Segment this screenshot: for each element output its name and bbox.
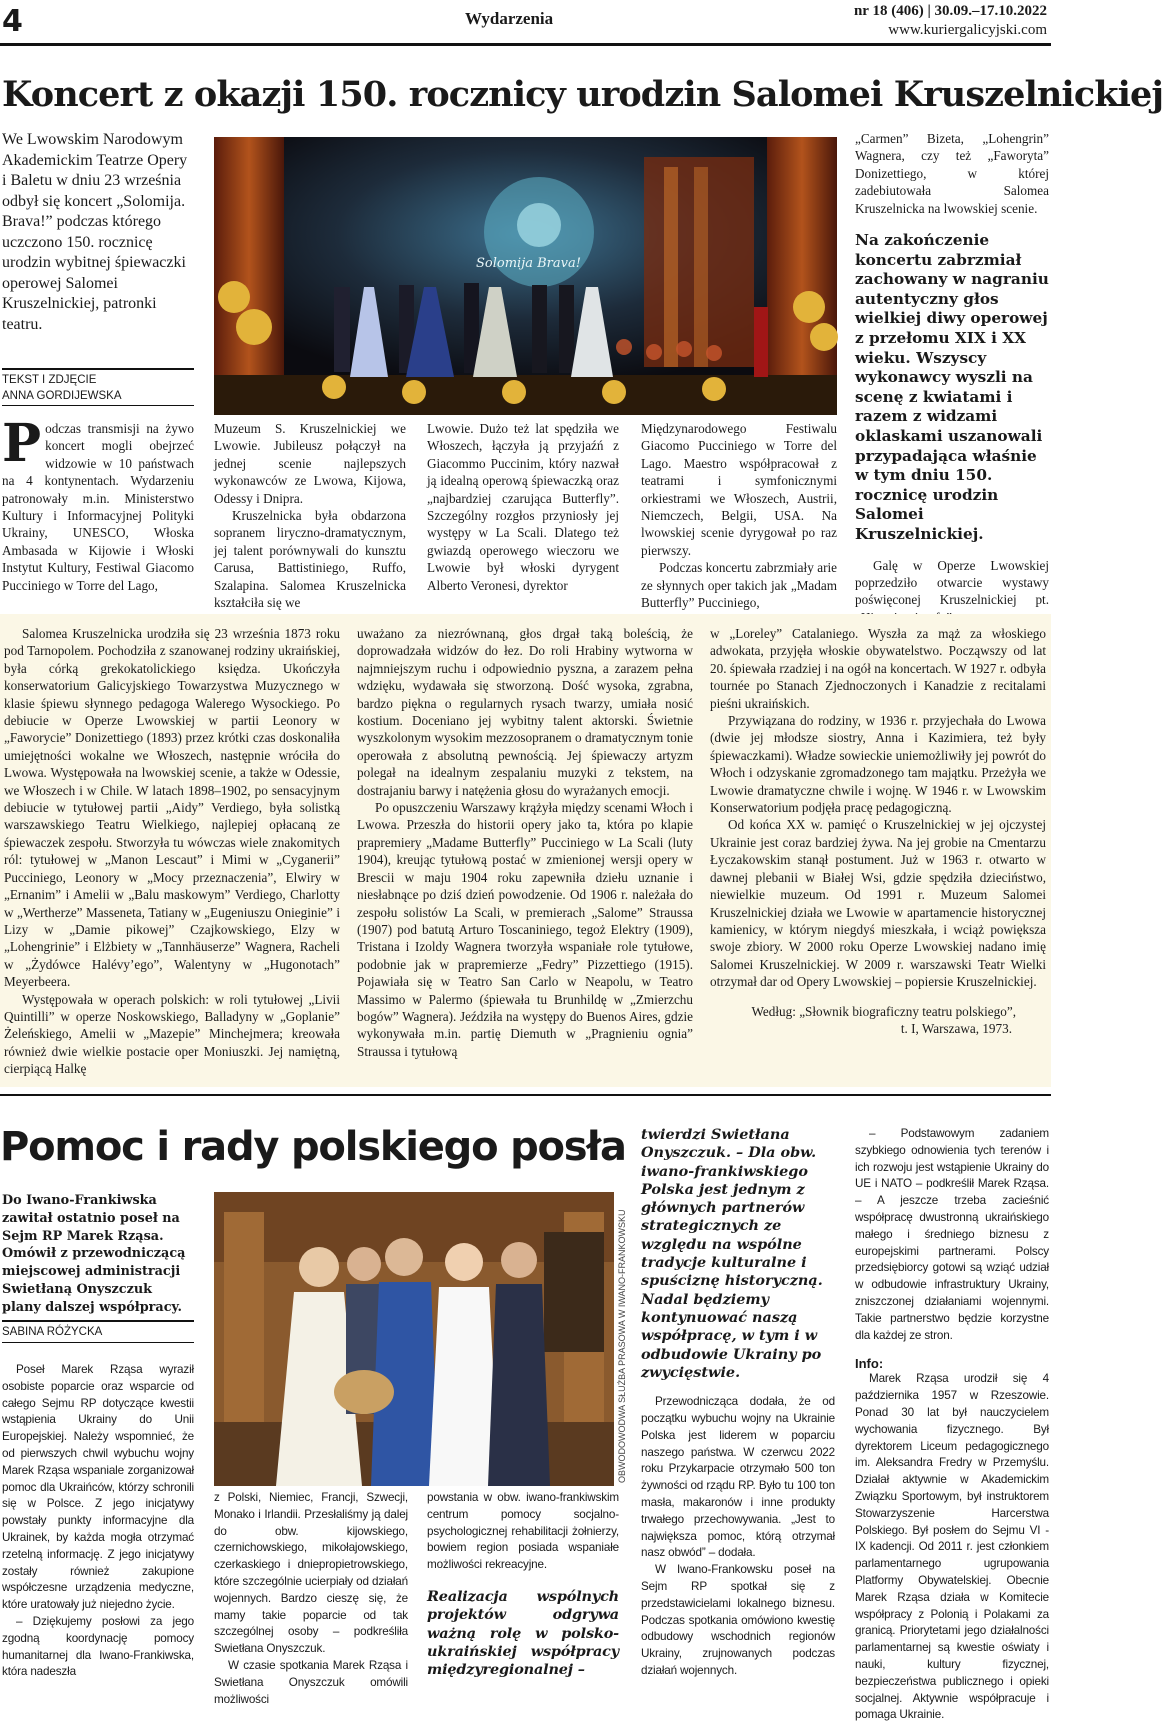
issue-info	[854, 2, 1047, 40]
photo-credit: OBWODOWODWA SŁUŻBA PRASOWA W IWANO-FRANKOWSKU	[617, 1209, 627, 1483]
bio-col3-p2: Przywiązana do rodziny, w 1936 r. przyjechała do Lwowa (dwie jej młodsze siostry, Anna i Kazimiera, też były śpiewaczkami). Władze sowieckie uniemożliwiły jej powrót do Włoch i odzyskanie zgromadzonego tam majątku. Przeżyła we Lwowie dramatyczne chwile i wojnę. W 1946 r. w Lwowskim Konserwatorium podjęła pracę pedagogiczną.	[710, 713, 1046, 816]
article1-col4	[641, 420, 837, 611]
info-label: Info:	[855, 1356, 884, 1372]
author-name: ANNA GORDIJEWSKA	[2, 389, 122, 402]
bio-col1-p2: Występowała w operach polskich: w roli tytułowej „Livii Quintilli” w operze Noskowskiego, Balladyny w „Goplanie” Żeleńskiego, Amelii w „Mazepie” Minchejmera; kreowała również dwie wielkie postacie oper Moniuszki. Jej namiętną, cierpiącą Halkę	[4, 991, 340, 1077]
bio-col2-p2: Po opuszczeniu Warszawy krążyła między scenami Włoch i Lwowa. Przeszła do historii opery jako ta, która po klapie prapremiery „Madame Butterfly” Pucciniego w La Scali (luty 1904), kreując tytułową postać w zmienionej wersji opery w Brescii w maju 1904 roku zapewniła dziełu uznanie i niesłabnące po dziś dzień powodzenie. Od 1906 r. należała do zespołu solistów La Scali, w premierach „Salome” Straussa (1907) pod batutą Arturo Toscaniniego, tegoż Elektry (1909), Tristana i Izoldy Wagnera tworzyła wspaniałe role tytułowe, podobnie jak w prapremierze „Fedry” Pizzettiego (1915). Pojawiała się w Teatro San Carlo w Neapolu, w Teatro Massimo w Palermo (śpiewała tu Brunhildę w „Zmierzchu bogów” Wagnera). Jeździła na występy do Buenos Aires, gdzie wykonywała m.in. partię Diemuth w „Pragnieniu ognia” Straussa i tytułową	[357, 800, 693, 1059]
article1-lead: We Lwowskim Narodowym Akademickim Teatrze Opery i Baletu w dniu 23 września odbył się koncert „Solomija. Brava!” podczas którego uczczono 150. rocznicę urodzin wybitnej śpiewaczki operowej Salomei Kruszelnickiej, patronki teatru.	[2, 131, 188, 333]
concert-photo	[214, 137, 837, 415]
article1-right-column	[855, 130, 1049, 626]
article1-col3-p1: Lwowie. Dużo też lat spędziła we Włoszech, łączyła ją przyjaźń z Giacommo Puccinim, który nazwał ją idealną operową śpiewaczką oraz „najbardziej czarująca Butterfly”. Szczególny rozgłos przyniosły jej występy w La Scali. Dlatego też gwiazdą operowego wieczoru we Lwowie był włoski dyrygent Alberto Veronesi, dyrektor	[427, 421, 619, 593]
article1-headline: Koncert z okazji 150. rocznicy urodzin Salomei Kruszelnickiej	[2, 74, 1163, 115]
article2-col2-p2: W czasie spotkania Marek Rząsa i Swietłana Onyszczuk omówili możliwości	[214, 1658, 408, 1706]
article2-col5-info	[855, 1371, 1049, 1724]
article2-col3-p1: powstania w obw. iwano-frankiwskim centrum pomocy socjalno-psychologicznej rehabilitacji żołnierzy, bowiem region posiada wspaniałe możliwości rekreacyjne.	[427, 1491, 619, 1572]
article2-col5-p1: – Podstawowym zadaniem szybkiego odnowienia tych terenów i ich rozwoju jest wstąpienie Ukrainy do UE i NATO – podkreślił Marek Rząsa. – A jeszcze trzeba zacieśnić współpracę dwustronną ukraińskiego małego i średniego biznesu z europejskimi partnerami. Polscy przedsiębiorcy gotowi są wziąć udział w odbudowie infrastruktury Ukrainy, zniszczonej działaniami wojennymi. Takie partnerstwo będzie korzystne dla każdej ze stron.	[855, 1127, 1049, 1342]
article2-col1-p2: – Dziękujemy posłowi za jego zgodną koordynację pomocy humanitarnej dla Iwano-Frankiwska, która nadeszła	[2, 1614, 194, 1679]
article1-col4-p2: Podczas koncertu zabrzmiały arie ze słynnych oper takich jak „Madam Butterfly” Pucciniego,	[641, 560, 837, 611]
article1-pull-quote: Na zakończenie koncertu zabrzmiał zachowany w nagraniu autentyczny głos wielkiej diwy operowej z przełomu XIX i XX wieku. Wszyscy wykonawcy wyszli na scenę z kwiatami i razem z widzami oklaskami uszanowali przypadająca właśnie w tym dniu 150. rocznicę urodzin Salomei Kruszelnickiej.	[855, 231, 1049, 543]
bio-source-line1: Według: „Słownik biograficzny teatru polskiego”,	[751, 1003, 1016, 1019]
article2-col5-text	[855, 1126, 1049, 1344]
issue-number: nr 18 (406) | 30.09.–17.10.2022	[853, 3, 1047, 19]
bio-col1-p1: Salomea Kruszelnicka urodziła się 23 września 1873 roku pod Tarnopolem. Pochodziła z szanowanej rodziny ukraińskiej, była córką grekokatolickiego księdza. Ukończyła konserwatorium Galicyjskiego Towarzystwa Muzycznego w klasie śpiewu słynnego pedagoga Walerego Wysockiego. Po debiucie w Operze Lwowskiej w partii Leonory w „Faworycie” Donizettiego (1893) przez krótki czas doskonaliła umiejętności wokalne we Włoszech, następnie wróciła do Lwowa. Występowała na lwowskiej scenie, a także w Odessie, we Włoszech i w Chile. W latach 1898–1902, po sensacyjnym debiucie w tytułowej partii „Aidy” Verdiego, była solistką warszawskiego Teatru Wielkiego, najlepiej opłacaną ze śpiewaczek zespołu. Stworzyła tu wówczas wiele znakomitych ról: tytułowej w „Manon Lescaut” i Mimi w „Cyganerii” Pucciniego, Leonory w „Mocy przeznaczenia”, Elwiry w „Ernanim” i Amelii w „Balu maskowym” Verdiego, Charlotty w „Wertherze” Massenetа, Tatiany w „Eugeniuszu Onieginie” i Lizy w „Damie pikowej” Czajkowskiego, Elzy w „Lohengrinie” i Elżbiety w „Tannhäuserze” Wagnera, Racheli w „Żydówce Halévy’ego”, Walentyny w „Hugonotach” Meyerbeera.	[4, 626, 340, 990]
article2-col5	[855, 1126, 1049, 1724]
article2-col3-quote: Realizacja wspólnych projektów odgrywa ważną rolę w polsko-ukraińskiej współpracy międzyregionalnej –	[427, 1587, 619, 1679]
article2-col4-p1: Przewodnicząca dodała, że od początku wybuchu wojny na Ukrainie Polska jest liderem w poparciu naszego państwa. W czerwcu 2022 roku Przykarpacie otrzymało 500 ton żywności od rządu RP. Było tu 100 ton masła, makaronów i inne produkty trwałego przechowywania. „Jest to największa pomoc, którą otrzymał nasz obwód” – dodała.	[641, 1395, 835, 1560]
article1-col1	[2, 413, 194, 594]
bio-col3	[710, 625, 1046, 1037]
author-label: TEKST I ZDJĘCIE	[2, 374, 97, 386]
author2-name: SABINA RÓŻYCKA	[2, 1326, 103, 1338]
article2-col4-text	[641, 1394, 835, 1680]
bio-source-line2: t. I, Warszawa, 1973.	[900, 1020, 1012, 1036]
bio-col2	[357, 625, 693, 1060]
dropcap: P	[2, 413, 42, 474]
article1-col4-p1: Międzynarodowego Festiwalu Giacomo Pucciniego w Torre del Lago. Maestro współpracował z teatrami i symfonicznymi orkiestrami we Włoszech, Austrii, Niemczech, Belgii, USA. Na lwowskiej scenie dyrygował po raz pierwszy.	[641, 421, 837, 558]
section-title: Wydarzenia	[465, 9, 554, 28]
article2-col3	[427, 1490, 619, 1679]
article2-col4-p2: W Iwano-Frankowsku poseł na Sejm RP spotkał się z przedstawicielami lokalnego biznesu. Podczas spotkania omówiono kwestię odbudowy wschodnich regionów Ukrainy, zrujnowanych podczas działań wojennych.	[641, 1563, 835, 1677]
bio-source	[710, 1003, 1046, 1038]
article2-col1	[2, 1362, 194, 1681]
article1-right-bottom: Galę w Operze Lwowskiej poprzedziło otwarcie wystawy poświęconej Kruszelnickiej pt.	[855, 557, 1049, 608]
bio-col2-p1: uważano za niezrównaną, głos drgał taką boleścią, że doprowadzała widzów do łez. Do roli Hrabiny wytworna w najmniejszym ruchu i odpowiednio pyszna, a zarazem pełna wdzięku, wydawała się stworzoną. Dość wysoka, zgrabna, bardzo piękna o regularnych rysach twarzy, umiała nosić kostium. Doceniano jej wybitny talent aktorski. Świetnie wyszkolonym wysokim mezzosopranem o dramatycznym tonie operowała z absolutną pewnością. Jej śpiewaczy artyzm polegał na idealnym zespalaniu muzyki z tekstem, na dostrajaniu barwy i natężenia głosu do wyrażanych emocji.	[357, 626, 693, 798]
article2-col4	[641, 1126, 835, 1680]
screen-text: Solomija Brava!	[476, 256, 581, 271]
biography-box	[0, 614, 1051, 1087]
article2-col2-p1: z Polski, Niemiec, Francji, Szwecji, Monako i Irlandii. Przesłaliśmy ją dalej do obw. kijowskiego, czernichowskiego, mikołajowskiego, czerkaskiego i dniepropietrowskiego, które szczególnie ucierpiały od działań wojennych. Bardzo cieszę się, że mamy takie poparcie od tak szczególnej osoby – podkreśliła Swietłana Onyszczuk.	[214, 1491, 408, 1656]
meeting-photo	[214, 1192, 614, 1486]
article2-col1-p1: Poseł Marek Rząsa wyraził osobiste poparcie oraz wsparcie od całego Sejmu RP dotyczące kwestii wstąpienia Ukrainy do Unii Europejskiej. Należy wspomnieć, że od pierwszych chwil wybuchu wojny Marek Rząsa wspaniale zorganizował pomoc dla Ukraińców, którzy schronili się w Polsce. Z jego inicjatywy powstały punkty informacyjne dla Ukrainek, by każda mogła otrzymać rzetelną informację. Z jego inicjatywy zostały również zakupione współczesne urządzenia medyczne, które uratowały już niejedno życie.	[2, 1363, 194, 1612]
bio-col3-p3: Od końca XX w. pamięć o Kruszelnickiej w jej ojczystej Ukrainie jest coraz bardziej żywa. Na jej grobie na Cmentarzu Łyczakowskim stanął postument. Już w 1963 r. otwarto w dawnej plebanii w Białej Wsi, gdzie spędziła dzieciństwo, niewielkie muzeum. Od 1991 r. Muzeum Salomei Kruszelnickiej działa we Lwowie w apartamencie historycznej kamienicy, w którym niegdyś mieszkała, i wciąż powiększa swoje zbiory. W 2000 roku Operze Lwowskiej nadano imię Salomei Kruszelnickiej. W 2009 r. warszawski Teatr Wielki otrzymał dar od Opery Lwowskiej – popiersie Kruszelnickiej.	[710, 817, 1046, 990]
article2-author	[2, 1320, 194, 1343]
article1-col2	[214, 420, 406, 611]
article1-author	[2, 368, 194, 406]
bio-col3-p1: w „Loreley” Catalaniego. Wyszła za mąż za włoskiego adwokata, przyjęła włoskie obywatelstwo. Począwszy od lat 20. śpiewała rzadziej i na ogół na koncertach. W 1927 r. odbyła tournée po Stanach Zjednoczonych i Kanadzie z recitalami pieśni ukraińskich.	[710, 626, 1046, 711]
article2-headline: Pomoc i rady polskiego posła	[0, 1124, 626, 1170]
article1-col2-p2: Kruszelnicka była obdarzona sopranem liryczno-dramatycznym, jej talent porównywali do kunsztu Carusa, Battistiniego, Ruffo, Szalapina. Salomea Kruszelnicka kształciła się we	[214, 508, 406, 611]
meeting-illustration	[214, 1192, 614, 1486]
page-number: 4	[2, 4, 23, 39]
concert-stage-illustration	[214, 137, 837, 415]
article1-right-top: „Carmen” Bizeta, „Lohengrin” Wagnera, czy też „Faworyta” Donizettiego, w której zadebiutowała Salomea Kruszelnicka na lwowskiej scenie.	[855, 131, 1049, 216]
article1-col2-p1: Muzeum S. Kruszelnickiej we Lwowie. Jubileusz połączył na jednej scenie najlepszych wykonawców ze Lwowa, Kijowa, Odessy i Dnipra.	[214, 421, 406, 506]
bio-col1	[4, 625, 340, 1078]
article2-lead: Do Iwano-Frankiwska zawitał ostatnio poseł na Sejm RP Marek Rząsa. Omówił z przewodniczącą miejscowej administracji Swietłaną Onyszczuk plany dalszej współpracy.	[2, 1193, 186, 1315]
article2-col2	[214, 1490, 408, 1708]
header-rule	[0, 43, 1051, 46]
article1-col3	[427, 420, 619, 594]
section-divider	[0, 1094, 1051, 1096]
article1-col1-text: odczas transmisji na żywo koncert mogli obejrzeć widzowie w 10 państwach na 4 kontynentach. Wydarzeniu patronowały m.in. Ministerstwo Kultury i Informacyjnej Polityki Ukrainy, UNESCO, Włoska Ambasada w Kijowie i Włoski Instytut Kultury, Festiwal Giacomo Pucciniego w Torre del Lago,	[2, 421, 194, 593]
article2-col4-quote: twierdzi Swietłana Onyszczuk. – Dla obw. iwano-frankiwskiego Polska jest jednym z głównych partnerów strategicznych ze względu na wspólne tradycje kulturalne i spuściznę historyczną. Nadal będziemy kontynuować naszą współpracę, w tym i w odbudowie Ukrainy po zwycięstwie.	[641, 1126, 823, 1381]
article2-col5-p2: Marek Rząsa urodził się 4 października 1957 w Rzeszowie. Ponad 30 lat był nauczycielem wychowania fizycznego. Był dyrektorem Liceum pedagogicznego im. Aleksandra Fredry w Przemyślu. Działał aktywnie w Akademickim Związku Sportowym, był instruktorem Stowarzyszenie Harcerstwa Polskiego. Był posłem do Sejmu VI - IX kadencji. Od 2011 r. jest członkiem parlamentarnego ugrupowania Platformy Obywatelskiej. Obecnie Marek Rząsa działa w Komitecie współpracy z Polonią i Polakami za granicą. Priorytetami jego działalności parlamentarnej są kwestie oświaty i nauki, kultury fizycznej, bezpieczeństwa publicznego i opieki socjalnej. Aktywnie współpracuje i pomaga Ukrainie.	[855, 1372, 1049, 1722]
website-link[interactable]: www.kuriergalicyjski.com	[888, 22, 1047, 38]
